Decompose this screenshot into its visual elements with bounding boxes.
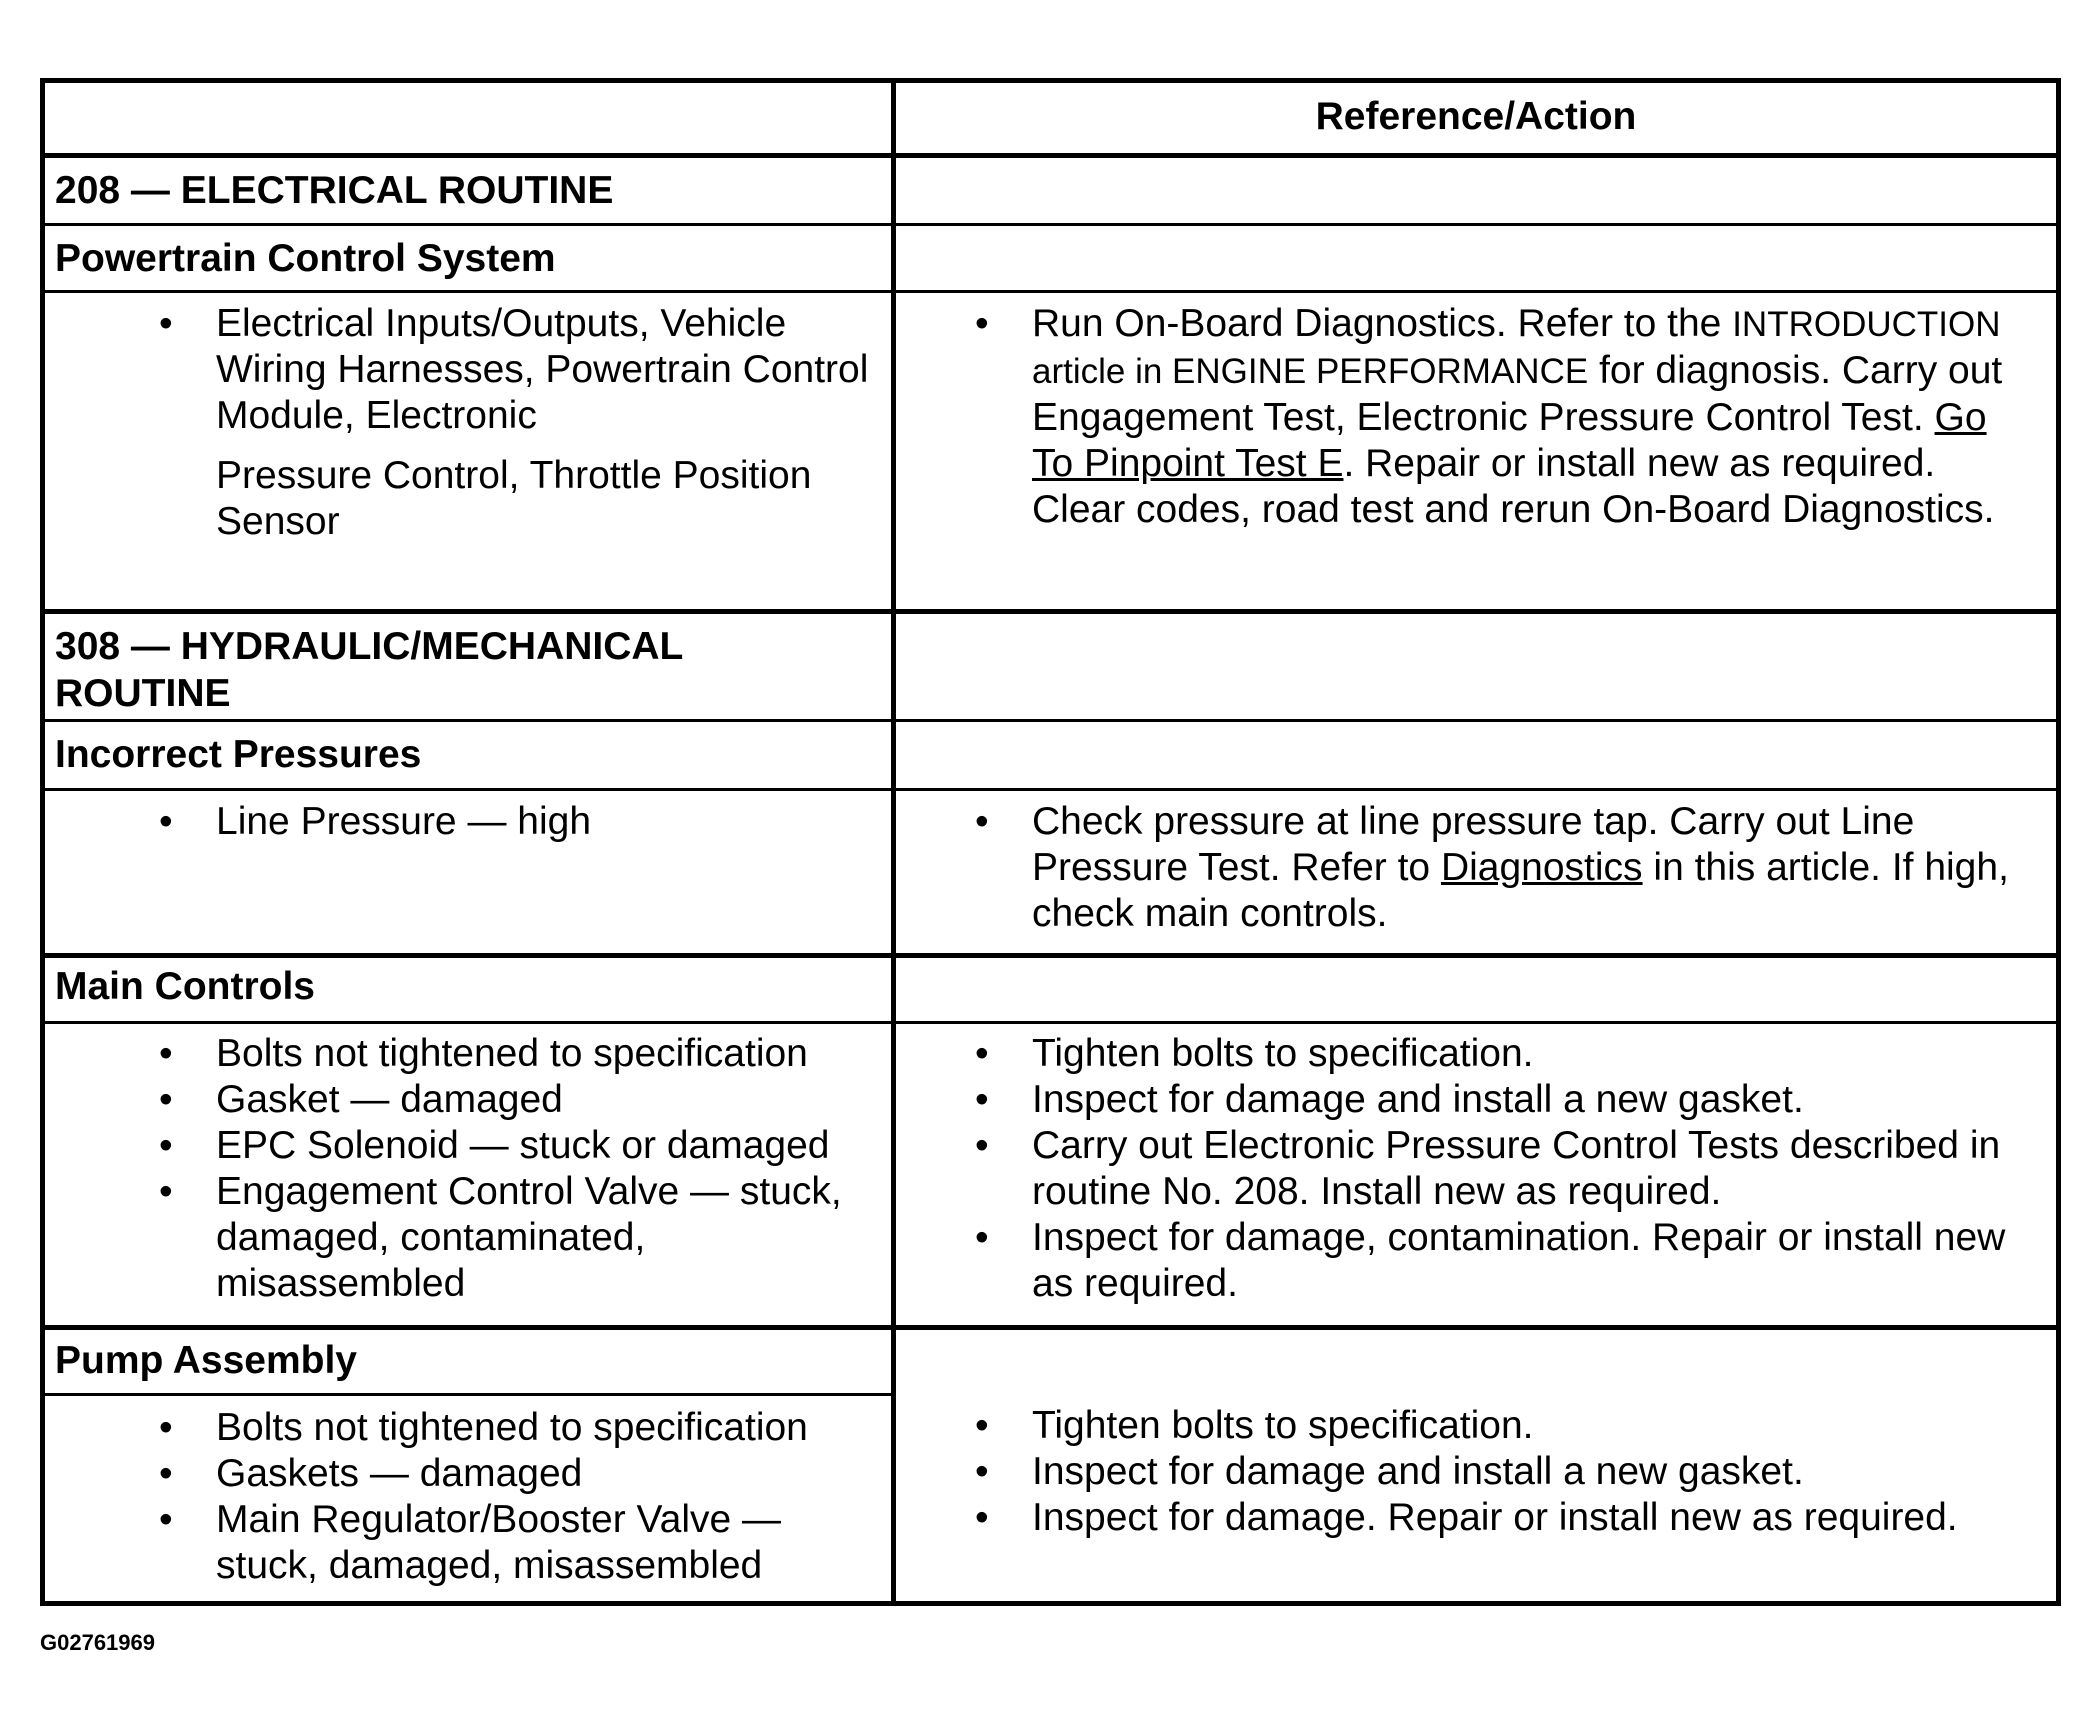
main-controls-conditions: [159, 1031, 895, 1307]
routine-208-title: 208 — ELECTRICAL ROUTINE: [55, 169, 614, 212]
list-item: • Inspect for damage and install a new gasket.: [975, 1449, 2035, 1495]
list-item: [159, 301, 889, 545]
row-divider: [45, 609, 2056, 614]
list-item: • Inspect for damage. Repair or install new as required.: [975, 1495, 2035, 1541]
row-divider: [45, 290, 2056, 293]
incorrect-conditions: [159, 799, 889, 845]
list-item: • Line Pressure — high: [159, 799, 889, 845]
action-ref: INTRODUCTION article in ENGINE PERFORMANCE: [1032, 305, 2001, 391]
row-divider: [45, 1393, 896, 1396]
row-divider: [45, 223, 2056, 226]
incorrect-pressures-title: Incorrect Pressures: [55, 733, 422, 776]
row-divider: [45, 1021, 2056, 1024]
list-item: [975, 301, 2035, 533]
list-item: • Bolts not tightened to specification: [159, 1405, 889, 1451]
pump-actions: [975, 1403, 2035, 1541]
pinpoint-test-link[interactable]: Go To Pinpoint Test E: [1032, 396, 1987, 485]
diagnosis-table: [40, 78, 2061, 1606]
powertrain-conditions: [159, 301, 889, 545]
list-item: • Carry out Electronic Pressure Control Tests described in routine No. 208. Install new as required.: [975, 1123, 2035, 1215]
powertrain-action: [975, 301, 2035, 533]
list-item: • Inspect for damage and install a new gasket.: [975, 1077, 2035, 1123]
list-item: • EPC Solenoid — stuck or damaged: [159, 1123, 895, 1169]
row-divider: [45, 788, 2056, 791]
pump-conditions: [159, 1405, 889, 1589]
list-item: • Gaskets — damaged: [159, 1451, 889, 1497]
column-divider: [891, 83, 896, 1601]
action-text: Check pressure at line pressure tap. Carry out Line Pressure Test. Refer to: [1032, 800, 1915, 889]
row-divider: [45, 153, 2056, 158]
header-action: Reference/Action: [1315, 95, 1637, 138]
list-item: • Bolts not tightened to specification: [159, 1031, 895, 1077]
row-divider: [45, 719, 2056, 722]
diagnostics-link[interactable]: Diagnostics: [1440, 846, 1643, 889]
list-item: • Main Regulator/Booster Valve — stuck, damaged, misassembled: [159, 1497, 889, 1589]
condition-text: Electrical Inputs/Outputs, Vehicle Wiring Harnesses, Powertrain Control Module, Electronic: [216, 302, 869, 437]
powertrain-title: Powertrain Control System: [55, 237, 556, 280]
main-controls-actions: [975, 1031, 2035, 1307]
list-item: • Tighten bolts to specification.: [975, 1031, 2035, 1077]
action-text: Run On-Board Diagnostics. Refer to the: [1032, 302, 1722, 345]
figure-id: G02761969: [40, 1630, 155, 1655]
row-divider: [45, 1325, 2056, 1330]
list-item: • Inspect for damage, contamination. Repair or install new as required.: [975, 1215, 2035, 1307]
routine-308-title: 308 — HYDRAULIC/MECHANICAL ROUTINE: [55, 625, 683, 715]
list-item: [975, 799, 2035, 937]
main-controls-title: Main Controls: [55, 965, 315, 1008]
action-text: for: [1599, 349, 1645, 392]
action-text: . Repair or install new as required. Clear codes, road test and rerun On-Board Diagnostics.: [1032, 442, 1995, 531]
action-text: diagnosis. Carry out Engagement Test, Electronic Pressure Control Test.: [1032, 349, 2003, 439]
pump-assembly-title: Pump Assembly: [55, 1339, 357, 1382]
list-item: • Engagement Control Valve — stuck, damaged, contaminated, misassembled: [159, 1169, 895, 1307]
incorrect-action: [975, 799, 2035, 937]
row-divider: [45, 953, 2056, 958]
condition-text: Pressure Control, Throttle Position Sensor: [216, 454, 812, 543]
list-item: • Tighten bolts to specification.: [975, 1403, 2035, 1449]
action-text: in this article. If high, check main controls.: [1032, 846, 2009, 935]
list-item: • Gasket — damaged: [159, 1077, 895, 1123]
